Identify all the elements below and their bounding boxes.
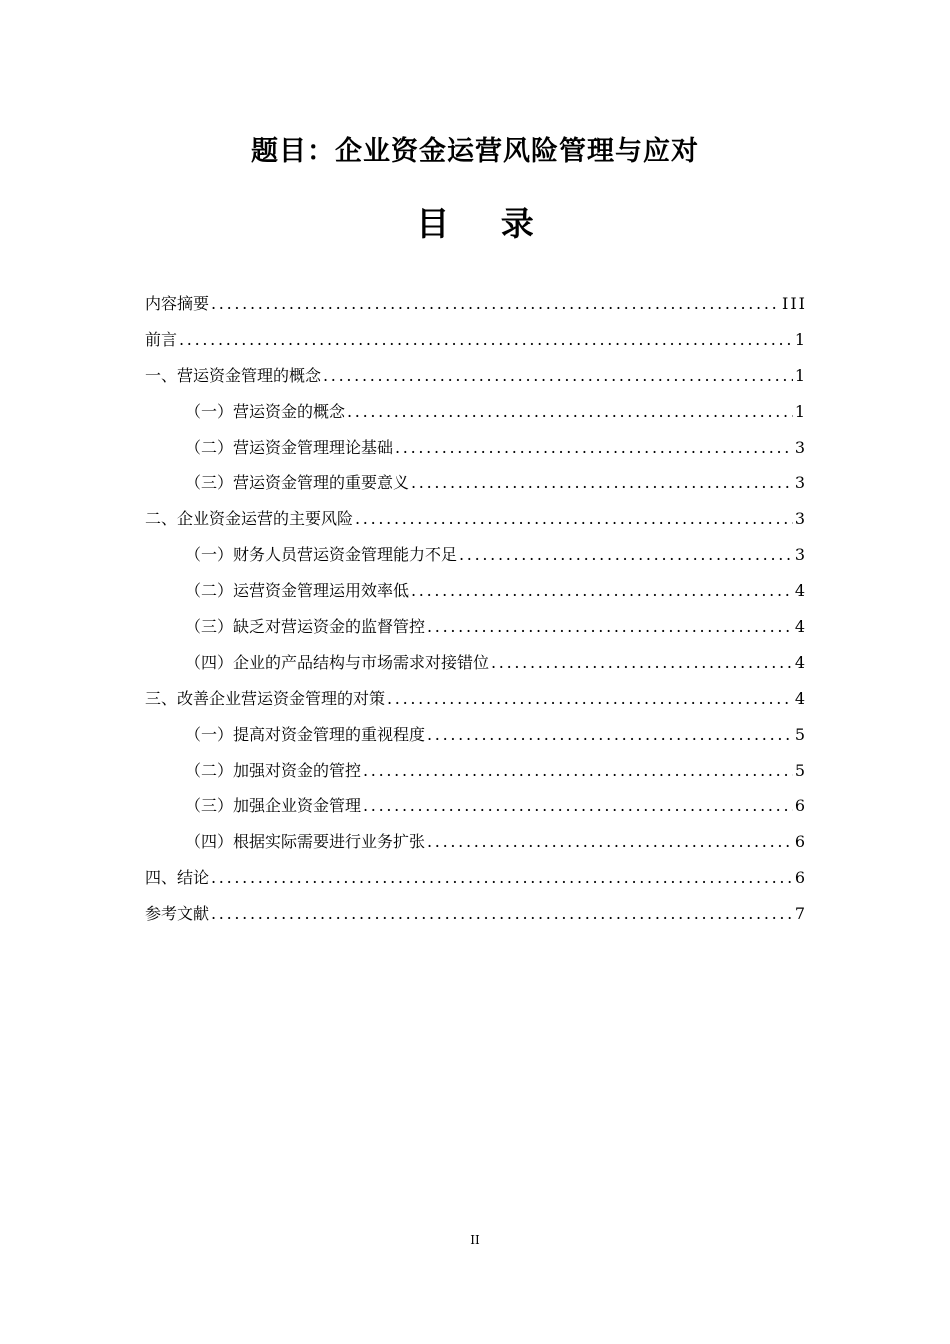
toc-entry[interactable]	[145, 896, 807, 932]
toc-dot-leader	[427, 717, 793, 753]
toc-entry-text: 二、企业资金运营的主要风险	[145, 509, 354, 529]
toc-heading: 目 录	[416, 204, 554, 243]
toc-entry-text: 四、结论	[145, 868, 210, 888]
toc-subentry[interactable]	[145, 537, 807, 573]
toc-entry-text: （三）缺乏对营运资金的监督管控	[185, 617, 426, 637]
toc-entry-text: （三）营运资金管理的重要意义	[185, 473, 410, 493]
toc-entry-page: 4	[794, 652, 807, 672]
toc-subentry[interactable]	[145, 430, 807, 466]
toc-entry[interactable]	[145, 322, 807, 358]
toc-subentry[interactable]	[145, 645, 807, 681]
toc-dot-leader	[411, 573, 793, 609]
toc-dot-leader	[411, 465, 793, 501]
toc-entry-text: 参考文献	[145, 904, 210, 924]
toc-subentry[interactable]	[145, 394, 807, 430]
toc-entry-text: （一）营运资金的概念	[185, 401, 346, 421]
document-title: 题目：企业资金运营风险管理与应对	[251, 136, 699, 167]
toc-subentry[interactable]	[145, 717, 807, 753]
toc-entry[interactable]	[145, 286, 807, 322]
toc-dot-leader	[211, 860, 793, 896]
toc-entry-page: 5	[794, 760, 807, 780]
toc-subentry[interactable]	[145, 788, 807, 824]
toc-entry-page: 4	[794, 581, 807, 601]
toc-entry-text: （一）提高对资金管理的重视程度	[185, 724, 426, 744]
toc-entry-text: （四）企业的产品结构与市场需求对接错位	[185, 652, 490, 672]
toc-entry-page: III	[782, 294, 807, 313]
toc-entry-page: 1	[794, 401, 807, 421]
toc-dot-leader	[363, 753, 793, 789]
toc-dot-leader	[395, 430, 793, 466]
toc-dot-leader	[427, 609, 793, 645]
toc-subentry[interactable]	[145, 465, 807, 501]
toc-entry-text: 一、营运资金管理的概念	[145, 365, 322, 385]
toc-entry-text: （二）加强对资金的管控	[185, 760, 362, 780]
toc-entry-text: （三）加强企业资金管理	[185, 796, 362, 816]
toc-dot-leader	[347, 394, 793, 430]
toc-entry[interactable]	[145, 860, 807, 896]
toc-entry[interactable]	[145, 358, 807, 394]
toc-entry-page: 7	[794, 904, 807, 924]
toc-entry-page: 4	[794, 688, 807, 708]
toc-entry[interactable]	[145, 501, 807, 537]
toc-dot-leader	[323, 358, 793, 394]
toc-entry-page: 3	[794, 545, 807, 565]
toc-subentry[interactable]	[145, 753, 807, 789]
toc-entry-page: 5	[794, 724, 807, 744]
toc-entry-page: 6	[794, 832, 807, 852]
toc-subentry[interactable]	[145, 609, 807, 645]
page-number: II	[470, 1233, 480, 1247]
toc-entry-text: （四）根据实际需要进行业务扩张	[185, 832, 426, 852]
toc-dot-leader	[211, 896, 793, 932]
toc-entry-text: （二）运营资金管理运用效率低	[185, 581, 410, 601]
toc-entry-page: 6	[794, 868, 807, 888]
toc-entry-page: 6	[794, 796, 807, 816]
toc-dot-leader	[459, 537, 793, 573]
toc-entry-text: （二）营运资金管理理论基础	[185, 437, 394, 457]
toc-entry-text: 三、改善企业营运资金管理的对策	[145, 688, 386, 708]
toc-entry-page: 1	[794, 329, 807, 349]
toc-dot-leader	[427, 824, 793, 860]
toc-dot-leader	[491, 645, 793, 681]
toc-entry-text: （一）财务人员营运资金管理能力不足	[185, 545, 458, 565]
toc-entry-page: 4	[794, 617, 807, 637]
toc-entry[interactable]	[145, 681, 807, 717]
table-of-contents	[145, 286, 807, 932]
toc-entry-page: 1	[794, 365, 807, 385]
toc-dot-leader	[179, 322, 793, 358]
toc-entry-text: 内容摘要	[145, 294, 210, 313]
toc-subentry[interactable]	[145, 573, 807, 609]
toc-dot-leader	[363, 788, 793, 824]
toc-subentry[interactable]	[145, 824, 807, 860]
toc-entry-page: 3	[794, 437, 807, 457]
toc-entry-page: 3	[794, 473, 807, 493]
toc-entry-page: 3	[794, 509, 807, 529]
toc-dot-leader	[355, 501, 793, 537]
toc-dot-leader	[387, 681, 793, 717]
toc-dot-leader	[211, 286, 780, 322]
toc-entry-text: 前言	[145, 329, 178, 349]
